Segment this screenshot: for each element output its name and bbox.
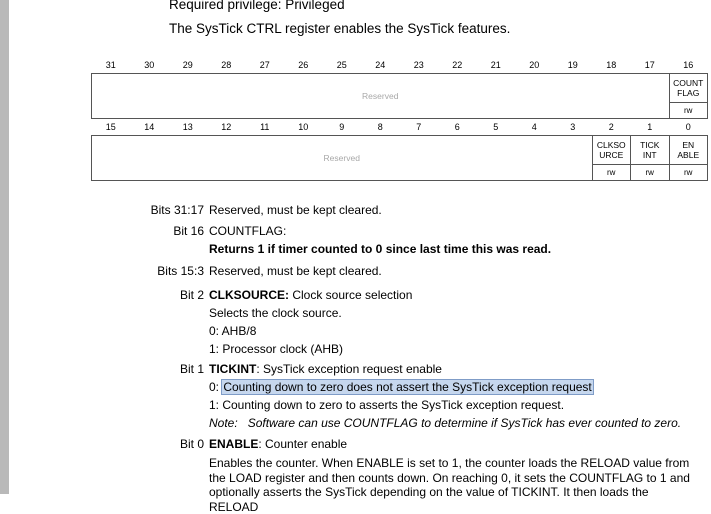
bit-number: 3: [554, 118, 593, 136]
bit-number: 13: [169, 118, 208, 136]
bit-number: 9: [323, 118, 362, 136]
clksource-name-1: CLKSO: [596, 140, 626, 150]
bit-number: 18: [592, 56, 631, 74]
bit-2-title: Clock source selection: [289, 288, 413, 302]
bits-15-3-label: Bits 15:3: [157, 264, 204, 278]
bit-2-line-2: 0: AHB/8: [209, 324, 257, 338]
bit-1-heading: [209, 362, 442, 376]
bit-number: 4: [515, 118, 554, 136]
bit-number: 11: [246, 118, 285, 136]
enable-name-2: ABLE: [677, 150, 700, 160]
tickint-name-2: INT: [642, 150, 657, 160]
bit-0-label: Bit 0: [179, 437, 204, 451]
privilege-text: Required privilege: Privileged: [169, 0, 345, 12]
tickint-access: rw: [631, 165, 670, 181]
bit-number: 29: [169, 56, 208, 74]
tickint-field: [631, 136, 670, 165]
bit-16-label: Bit 16: [173, 224, 204, 238]
bit-number: 6: [438, 118, 477, 136]
bit-1-label: Bit 1: [179, 362, 204, 376]
bit-number-row-lower: [92, 118, 708, 136]
bit-2-heading: [209, 288, 412, 302]
note-label: Note:: [209, 416, 238, 430]
bit-number: 27: [246, 56, 285, 74]
bit-0-heading: [209, 437, 347, 451]
bit-number: 19: [554, 56, 593, 74]
bit-2-label: Bit 2: [179, 288, 204, 302]
bit-number: 15: [92, 118, 131, 136]
countflag-access: rw: [669, 103, 708, 119]
reserved-field-upper: Reserved: [92, 74, 670, 119]
bit-number: 8: [361, 118, 400, 136]
clksource-access: rw: [592, 165, 631, 181]
left-scroll-gutter: [0, 0, 9, 494]
bit-number: 26: [284, 56, 323, 74]
bit-number: 17: [631, 56, 670, 74]
clksource-field: [592, 136, 631, 165]
bit-number: 0: [669, 118, 708, 136]
bit-0-title: : Counter enable: [258, 437, 348, 451]
bit-number: 20: [515, 56, 554, 74]
bit-number: 31: [92, 56, 131, 74]
enable-name-1: EN: [682, 140, 695, 150]
countflag-name-2: FLAG: [677, 88, 700, 98]
bit-1-line-1-prefix: 0:: [209, 380, 223, 394]
bit-1-name: TICKINT: [209, 362, 257, 376]
bit-number: 16: [669, 56, 708, 74]
reserved-field-lower: Reserved: [92, 136, 593, 181]
bits-15-3-text: Reserved, must be kept cleared.: [209, 264, 382, 278]
bit-number: 10: [284, 118, 323, 136]
selected-text-highlight[interactable]: Counting down to zero does not assert the SysTick exception request: [223, 380, 592, 394]
clksource-name-2: URCE: [599, 150, 624, 160]
register-intro: The SysTick CTRL register enables the SysTick features.: [169, 21, 511, 36]
bit-number: 24: [361, 56, 400, 74]
bit-number: 5: [477, 118, 516, 136]
bit-number: 22: [438, 56, 477, 74]
bit-16-desc: Returns 1 if timer counted to 0 since last time this was read.: [209, 242, 552, 256]
bit-16-text: COUNTFLAG:: [209, 224, 287, 238]
bit-2-line-3: 1: Processor clock (AHB): [209, 342, 344, 356]
bit-number: 7: [400, 118, 439, 136]
bit-2-line-1: Selects the clock source.: [209, 306, 342, 320]
register-upper-table: [91, 56, 708, 119]
bit-number: 12: [207, 118, 246, 136]
bit-1-title: : SysTick exception request enable: [256, 362, 442, 376]
enable-field: [669, 136, 708, 165]
bit-2-name: CLKSOURCE:: [209, 288, 289, 302]
countflag-name-1: COUNT: [673, 78, 704, 88]
bit-number: 23: [400, 56, 439, 74]
note-text: Software can use COUNTFLAG to determine if SysTick has ever counted to zero.: [247, 416, 682, 430]
bit-number: 30: [130, 56, 169, 74]
bit-1-note: [209, 416, 681, 430]
bits-31-17-text: Reserved, must be kept cleared.: [209, 203, 382, 217]
bit-number: 2: [592, 118, 631, 136]
tickint-name-1: TICK: [640, 140, 660, 150]
bit-number: 1: [631, 118, 670, 136]
bit-number: 25: [323, 56, 362, 74]
register-lower-table: [91, 118, 708, 181]
bit-1-line-1: [209, 380, 593, 394]
bit-0-name: ENABLE: [209, 437, 259, 451]
bit-number-row-upper: [92, 56, 708, 74]
bit-number: 14: [130, 118, 169, 136]
countflag-field: [669, 74, 708, 103]
bit-0-paragraph: Enables the counter. When ENABLE is set to 1, the counter loads the RELOAD value from the LOAD register and then counts down. On reaching 0, it sets the COUNTFLAG to 1 and optionally asserts the SysTick depending on the value of TICKINT. It then loads the RELOAD: [209, 456, 690, 514]
bit-number: 21: [477, 56, 516, 74]
enable-access: rw: [669, 165, 708, 181]
bit-1-line-2: 1: Counting down to zero to asserts the SysTick exception request.: [209, 398, 565, 412]
bits-31-17-label: Bits 31:17: [150, 203, 204, 217]
bit-number: 28: [207, 56, 246, 74]
